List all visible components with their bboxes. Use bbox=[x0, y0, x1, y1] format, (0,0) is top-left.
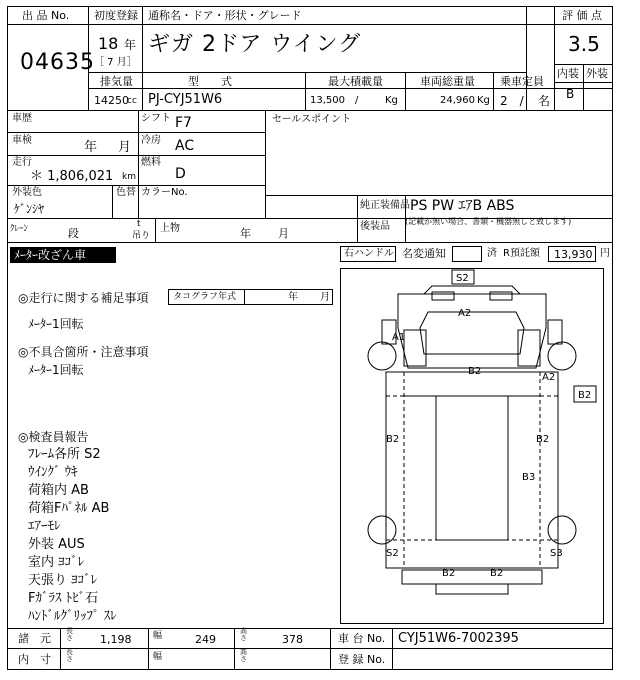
damage-mark: B2 bbox=[490, 568, 504, 579]
color-change-label: 色替 bbox=[116, 187, 136, 198]
dimensions-label: 諸 元 bbox=[18, 632, 51, 645]
chassis-number: CYJ51W6-7002395 bbox=[398, 631, 519, 646]
later-equipment-note: (記載が無い場合、書類・機器無しと致します) bbox=[405, 217, 572, 226]
recycle-unit: 円 bbox=[600, 248, 610, 259]
crane-ton: t bbox=[137, 219, 141, 229]
inspection-label: 車検 bbox=[12, 135, 32, 146]
damage-mark: B3 bbox=[522, 472, 536, 483]
interior-grade: B bbox=[566, 87, 575, 101]
tachograph-label: タコグラフ年式 bbox=[173, 292, 237, 302]
later-equipment-label: 後装品 bbox=[360, 221, 390, 232]
registration-month: ［ 7 月］ bbox=[94, 57, 137, 68]
shift-value: F7 bbox=[175, 115, 192, 131]
equipment-label: 純正装備品 bbox=[360, 200, 410, 211]
truck-diagram bbox=[340, 268, 604, 624]
inspector-report-label: ◎検査員報告 bbox=[18, 430, 89, 444]
model-label: 型 式 bbox=[188, 75, 232, 88]
tachograph-month: 月 bbox=[320, 292, 330, 303]
damage-mark: B2 bbox=[386, 434, 400, 445]
gross-weight-unit: Kg bbox=[477, 95, 490, 106]
list-item: ﾌﾚｰﾑ各所 S2 bbox=[28, 447, 101, 462]
inner-height-label: 高さ bbox=[240, 648, 247, 663]
inspection-month-unit: 月 bbox=[118, 140, 132, 155]
list-item: 室内 ﾖｺﾞﾚ bbox=[28, 555, 85, 570]
mileage-label: 走行 bbox=[12, 157, 32, 168]
score-label: 評 価 点 bbox=[562, 9, 602, 22]
sales-point-label: セールスポイント bbox=[272, 114, 352, 125]
damage-mark: B2 bbox=[536, 434, 550, 445]
recycle-label: R預託額 bbox=[503, 248, 540, 259]
list-item: 荷箱Fﾊﾟﾈﾙ AB bbox=[28, 501, 110, 516]
width-value: 249 bbox=[195, 633, 216, 646]
displacement-unit: cc bbox=[127, 96, 137, 106]
list-item: 荷箱内 AB bbox=[28, 483, 89, 498]
running-remarks-label: ◎走行に関する補足事項 bbox=[18, 291, 149, 305]
fuel-label: 燃料 bbox=[141, 157, 161, 168]
ac-value: AC bbox=[175, 138, 195, 154]
max-load-value: 13,500 / bbox=[310, 95, 359, 106]
name-change-label: 名変通知 bbox=[402, 247, 446, 260]
car-name: ギガ 2ドア ウイング bbox=[148, 32, 362, 57]
damage-mark: B2 bbox=[442, 568, 456, 579]
list-item: ｳｲﾝｸﾞ ｳｷ bbox=[28, 465, 78, 480]
max-load-unit: Kg bbox=[385, 95, 398, 106]
height-value: 378 bbox=[282, 633, 303, 646]
meter-tamper-badge: ﾒｰﾀｰ改ざん車 bbox=[10, 247, 116, 263]
equipment-value: PS PW ｴｱB ABS bbox=[410, 198, 515, 214]
registration-number-label: 登 録 No. bbox=[338, 653, 386, 666]
recycle-deposit-label: 済 bbox=[487, 248, 497, 259]
damage-mark: A1 bbox=[392, 332, 406, 343]
first-registration-label: 初度登録 bbox=[94, 9, 138, 22]
fuel-value: D bbox=[175, 166, 186, 182]
list-item: ｴｱｰﾓﾚ bbox=[28, 519, 61, 534]
damage-mark: S3 bbox=[550, 548, 563, 559]
crane-stage: 段 bbox=[68, 227, 79, 240]
height-label: 高さ bbox=[240, 627, 247, 642]
list-item: ﾊﾝﾄﾞﾙｸﾞﾘｯﾌﾟ ｽﾚ bbox=[28, 609, 117, 624]
capacity-label: 乗車定員 bbox=[500, 75, 544, 88]
capacity-value: 2 / bbox=[500, 94, 524, 108]
crane-hang: 吊り bbox=[132, 231, 151, 241]
inner-width-label: 幅 bbox=[153, 652, 163, 662]
capacity-unit: 名 bbox=[538, 94, 551, 108]
gross-weight-label: 車両総重量 bbox=[420, 75, 475, 88]
inspection-year-unit: 年 bbox=[84, 140, 98, 155]
list-item: 外装 AUS bbox=[28, 537, 85, 552]
upper-body-year: 年 bbox=[240, 227, 251, 240]
exterior-color-label: 外装色 bbox=[12, 187, 42, 198]
inspector-report-list bbox=[28, 446, 328, 626]
damage-mark: A2 bbox=[458, 308, 472, 319]
displacement-value: 14250 bbox=[94, 94, 129, 107]
ac-label: 冷房 bbox=[141, 135, 161, 146]
lot-label: 出 品 No. bbox=[22, 9, 70, 22]
list-item: Fｶﾞﾗｽ ﾄﾋﾞ石 bbox=[28, 591, 99, 606]
inner-length-label: 長さ bbox=[66, 648, 73, 663]
inner-dimensions-label: 内 寸 bbox=[18, 653, 51, 666]
damage-mark: S2 bbox=[386, 548, 399, 559]
shift-label: シフト bbox=[141, 113, 171, 124]
length-label: 長さ bbox=[66, 627, 73, 642]
defect-remarks-label: ◎不具合箇所・注意事項 bbox=[18, 345, 149, 359]
recycle-amount: 13,930 bbox=[554, 248, 593, 261]
mileage-value: ＊ 1,806,021 bbox=[30, 169, 114, 184]
max-load-label: 最大積載量 bbox=[328, 75, 383, 88]
chassis-label: 車 台 No. bbox=[338, 632, 386, 645]
upper-body-label: 上物 bbox=[160, 223, 180, 234]
damage-mark: B2 bbox=[468, 366, 482, 377]
upper-body-month: 月 bbox=[278, 227, 289, 240]
right-handle-label: 右ハンドル bbox=[344, 248, 394, 259]
name-change-box bbox=[452, 246, 482, 262]
exterior-color-value: ｹﾞﾝｼﾔ bbox=[14, 202, 45, 216]
interior-label: 内装 bbox=[557, 67, 579, 80]
overall-score: 3.5 bbox=[568, 32, 600, 56]
defect-note: ﾒｰﾀｰ1回転 bbox=[28, 363, 84, 377]
tachograph-year: 年 bbox=[288, 292, 298, 303]
damage-mark: A2 bbox=[542, 372, 556, 383]
registration-year: 18 bbox=[98, 34, 119, 53]
crane-label: ｸﾚｰﾝ bbox=[10, 224, 29, 234]
width-label: 幅 bbox=[153, 631, 163, 641]
lot-number: 04635 bbox=[20, 50, 95, 75]
displacement-label: 排気量 bbox=[100, 75, 133, 88]
running-note: ﾒｰﾀｰ1回転 bbox=[28, 317, 84, 331]
registration-year-unit: 年 bbox=[124, 38, 137, 52]
length-value: 1,198 bbox=[100, 633, 132, 646]
list-item: 天張り ﾖｺﾞﾚ bbox=[28, 573, 98, 588]
model-value: PJ-CYJ51W6 bbox=[148, 92, 223, 107]
history-label: 車歴 bbox=[12, 113, 32, 124]
damage-mark: S2 bbox=[456, 273, 469, 284]
car-name-label: 通称名・ドア・形状・グレード bbox=[148, 9, 302, 22]
damage-mark: B2 bbox=[578, 390, 592, 401]
color-code-label: カラーNo. bbox=[141, 187, 188, 198]
exterior-label: 外装 bbox=[586, 67, 608, 80]
mileage-unit: km bbox=[122, 172, 136, 182]
gross-weight-value: 24,960 bbox=[440, 95, 475, 106]
